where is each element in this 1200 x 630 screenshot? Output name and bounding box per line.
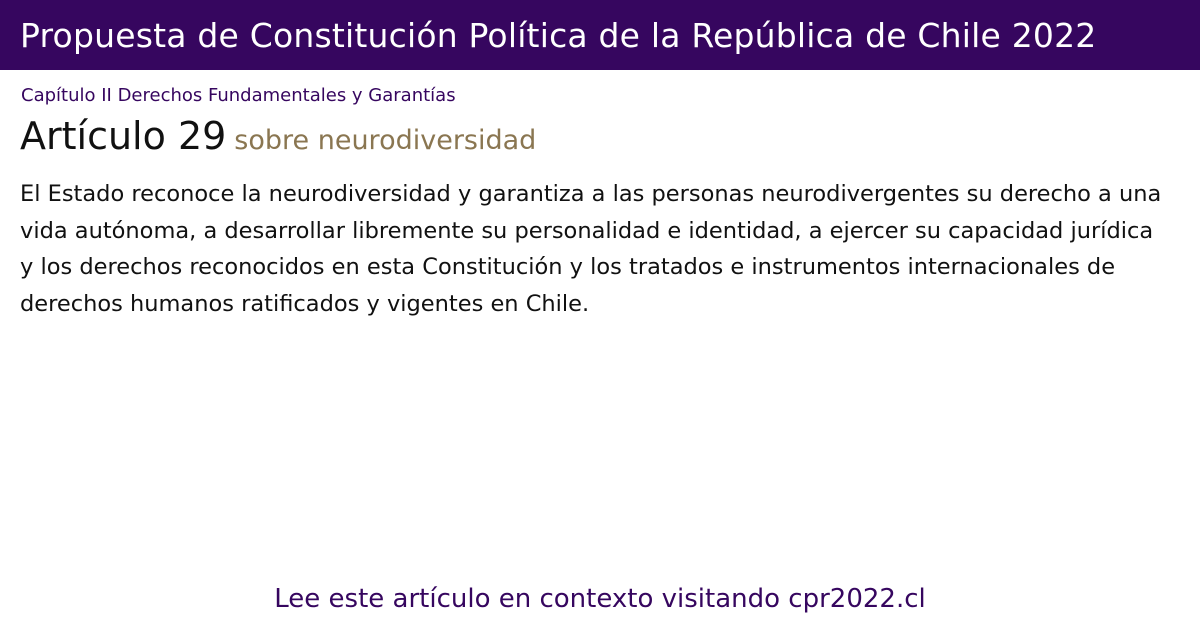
footer-link[interactable]: Lee este artículo en contexto visitando cpr2022.cl [274, 584, 926, 614]
article-heading [20, 114, 536, 158]
article-topic: sobre neurodiversidad [234, 125, 537, 156]
page-title: Propuesta de Constitución Política de la República de Chile 2022 [20, 15, 1097, 55]
chapter-label: Capítulo II Derechos Fundamentales y Garantías [21, 85, 456, 106]
article-body: El Estado reconoce la neurodiversidad y garantiza a las personas neurodivergentes su derecho a una vida autónoma, a desarrollar libremente su personalidad e identidad, a ejercer su capacidad jurídica y los derechos reconocidos en esta Constitución y los tratados e instrumentos internacionales de derechos humanos ratificados y vigentes en Chile. [20, 181, 1162, 317]
header-bar [0, 0, 1200, 70]
article-number: Artículo 29 [20, 114, 227, 158]
